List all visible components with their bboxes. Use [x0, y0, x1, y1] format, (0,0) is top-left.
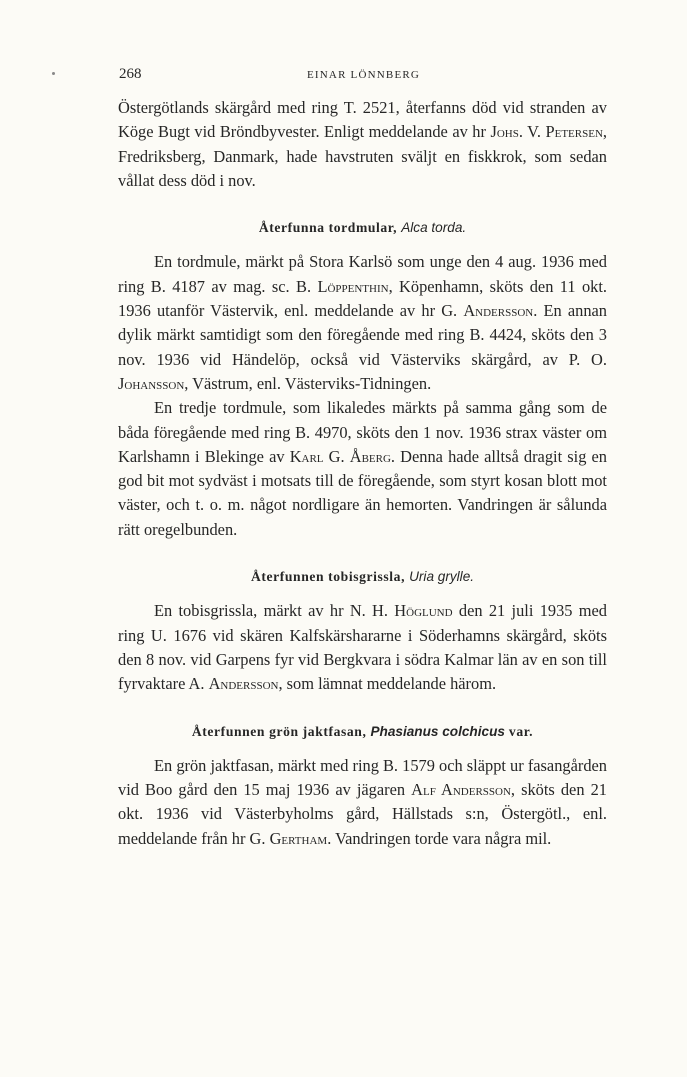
text-run: . Denna hade alltså dragit sig en god bit mot sydväst i motsats till de föregående, som styrt kosan blott mot väster, och t. o. m. något nordligare än hemorten. Vandringen är sålunda rätt oregelbunden. — [118, 446, 608, 539]
paragraph-tordmule-1 — [118, 250, 607, 396]
section-heading-tobisgrissla — [118, 565, 607, 589]
text-run: . En annan dylik märkt samtidigt som den föregående med ring B. 4424, sköts den 3 nov. 1936 vid Händelöp, också vid Västerviks skärgård, av P. O. — [118, 301, 608, 369]
person-name: Löppenthin — [317, 276, 389, 296]
text-run: En tordmule, märkt på Stora Karlsö som unge den 4 aug. 1936 med ring B. 4187 av mag. sc. B. — [118, 252, 607, 296]
heading-text: Återfunnen tobisgrissla, — [250, 569, 406, 585]
text-run: Östergötlands skärgård med ring T. 2521, återfanns död vid stranden av Köge Bugt vid Bröndbyvester. Enligt meddelande av hr — [118, 98, 607, 142]
person-name: Andersson — [208, 674, 279, 694]
page-header — [119, 64, 609, 86]
running-title: EINAR LÖNNBERG — [307, 69, 421, 81]
paragraph-tobisgrissla — [118, 599, 607, 696]
page-body — [118, 96, 607, 851]
text-run: , sköts den 21 okt. 1936 vid Västerbyholms gård, Hällstads s:n, Östergötl., enl. meddelande från hr G. — [118, 780, 607, 848]
person-name: Johs. V. Petersen — [490, 122, 603, 142]
person-name: Alf Andersson — [411, 780, 511, 800]
latin-name: Alca torda. — [401, 220, 467, 236]
margin-dot — [52, 72, 55, 75]
heading-text: Återfunna tordmular, — [258, 220, 398, 236]
text-run: En tredje tordmule, som likaledes märkts på samma gång som de båda föregående med ring B. 4970, sköts den 1 nov. 1936 strax väster om Karlshamn i Blekinge av — [118, 398, 607, 466]
heading-tail: var. — [504, 723, 534, 739]
heading-text: Återfunnen grön jaktfasan, — [191, 723, 367, 739]
person-name: Johansson — [118, 373, 185, 393]
text-run: , Fredriksberg, Danmark, hade havstruten sväljt en fiskkrok, som sedan vållat dess död i nov. — [118, 122, 607, 190]
section-heading-jaktfasan — [118, 720, 607, 744]
text-run: En grön jaktfasan, märkt med ring B. 1579 och släppt ur fasangården vid Boo gård den 15 maj 1936 av jägaren — [118, 755, 607, 800]
person-name: Höglund — [394, 601, 453, 621]
text-run: , som lämnat meddelande härom. — [278, 674, 497, 694]
text-run: , Köpenhamn, sköts den 11 okt. 1936 utanför Västervik, enl. meddelande av hr G. — [118, 276, 607, 321]
section-heading-tordmular — [118, 216, 607, 240]
person-name: Andersson — [463, 301, 534, 321]
page-number: 268 — [119, 66, 142, 82]
latin-name: Uria grylle. — [409, 569, 475, 585]
paragraph-jaktfasan — [118, 754, 607, 851]
person-name: Karl G. Åberg — [289, 446, 391, 466]
text-run: En tobisgrissla, märkt av hr N. H. — [154, 601, 395, 621]
text-run: , Västrum, enl. Västerviks-Tidningen. — [184, 373, 432, 393]
latin-name: Phasianus colchicus — [370, 723, 505, 739]
text-run: den 21 juli 1935 med ring U. 1676 vid skären Kalfskärshararne i Söderhamns skärgård, sköts den 8 nov. vid Garpens fyr vid Bergkvara i södra Kalmar län av en son till fyrvaktare A. — [118, 601, 607, 694]
intro-paragraph — [118, 96, 607, 193]
person-name: Gertham — [269, 828, 328, 848]
paragraph-tordmule-2 — [118, 396, 607, 542]
text-run: . Vandringen torde vara några mil. — [327, 828, 552, 848]
